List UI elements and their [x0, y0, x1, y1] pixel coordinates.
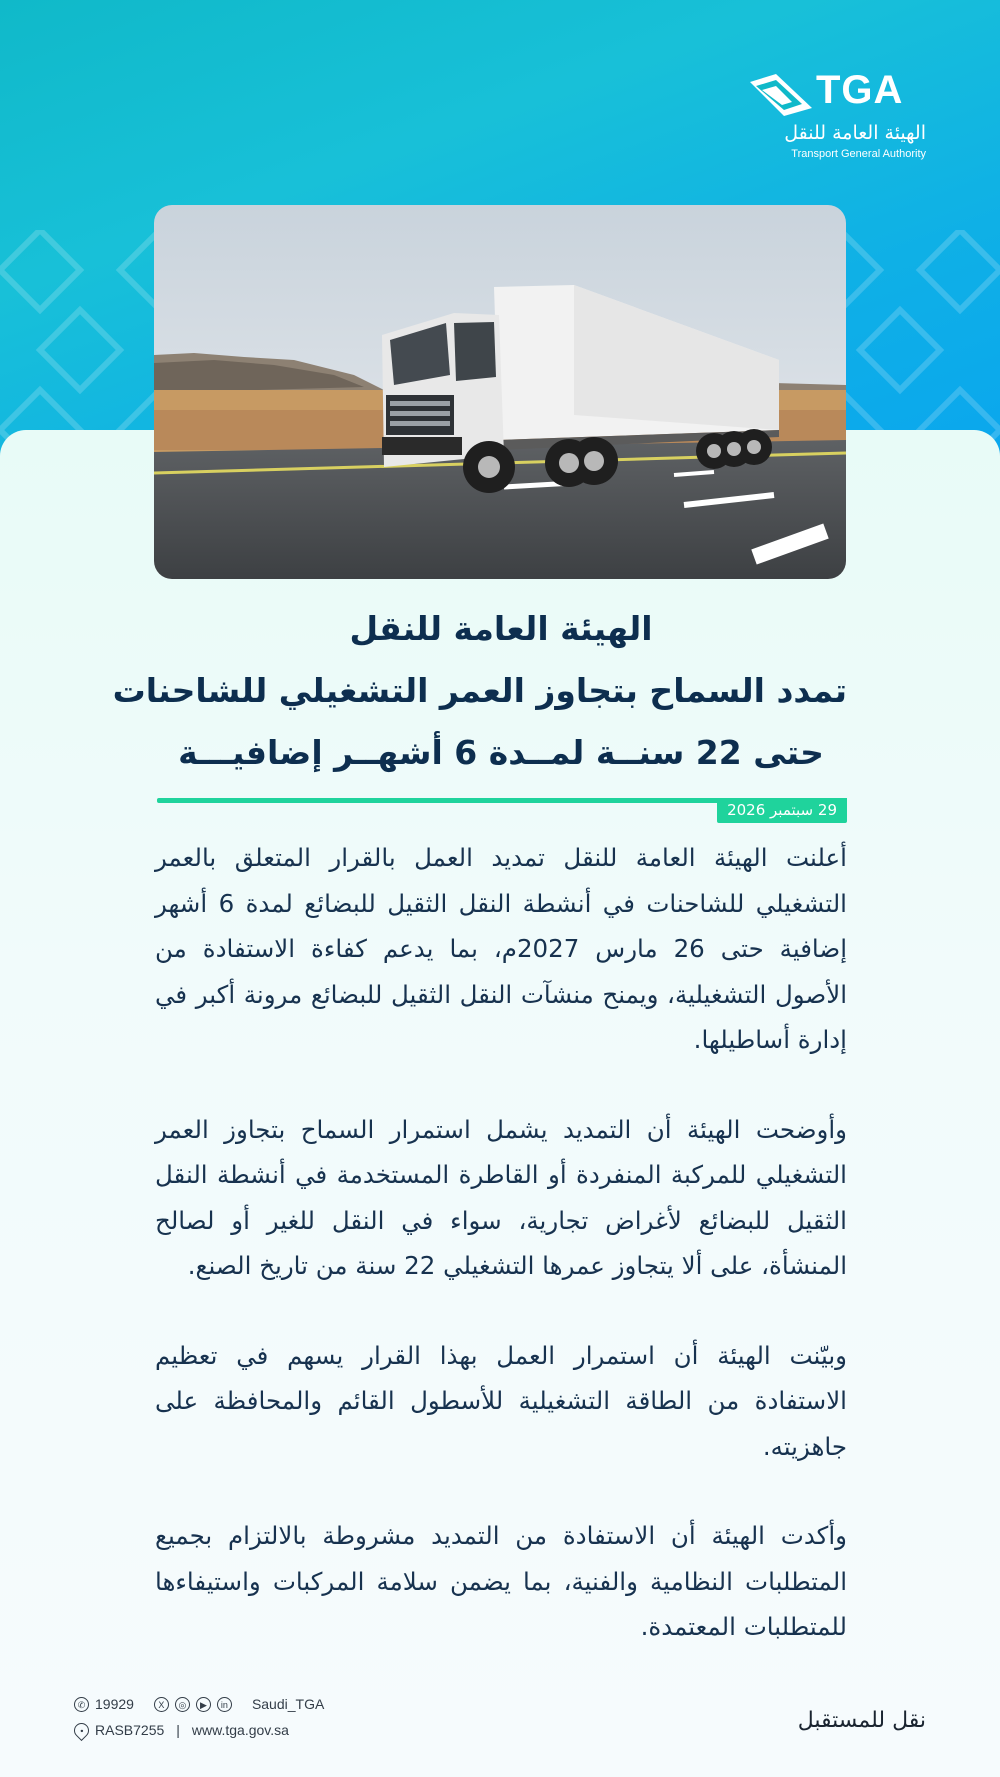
phone-icon: ✆: [74, 1697, 89, 1712]
headline-line-3: حتى 22 سنــة لمــدة 6 أشهــر إضافيـــة: [178, 733, 824, 772]
x-icon[interactable]: X: [154, 1697, 169, 1712]
logo-name-en: Transport General Authority: [791, 148, 926, 160]
location-pin-icon: •: [71, 1719, 92, 1740]
headline-line-1: الهيئة العامة للنقل: [349, 609, 653, 648]
paragraph: أعلنت الهيئة العامة للنقل تمديد العمل بالقرار المتعلق بالعمر التشغيلي للشاحنات في أنشطة النقل الثقيل للبضائع لمدة 6 أشهر إضافية حتى 26 مارس 2027م، بما يدعم كفاءة الاستفادة من الأصول التشغيلية، ويمنح منشآت النقل الثقيل للبضائع مرونة أكبر في إدارة أساطيلها.: [155, 843, 847, 1054]
article-body: [155, 835, 847, 1694]
headline-line-2: تمدد السماح بتجاوز العمر التشغيلي للشاحنات: [112, 671, 847, 710]
tga-logo-mark-icon: [746, 74, 816, 120]
website-link[interactable]: www.tga.gov.sa: [191, 1722, 289, 1738]
truck-photo-icon: [154, 205, 846, 579]
slogan: نقل للمستقبل: [797, 1708, 926, 1733]
paragraph: وأكدت الهيئة أن الاستفادة من التمديد مشروطة بالالتزام بجميع المتطلبات النظامية والفنية، بما يضمن سلامة المركبات واستيفاءها للمتطلبات المعتمدة.: [155, 1521, 847, 1641]
date-badge: 29 سبتمبر 2026: [717, 798, 847, 823]
instagram-icon[interactable]: ◎: [175, 1697, 190, 1712]
paragraph: وأوضحت الهيئة أن التمديد يشمل استمرار السماح بتجاوز العمر التشغيلي للمركبة المنفردة أو القاطرة المستخدمة في أنشطة النقل الثقيل للبضائع لأغراض تجارية، سواء في النقل للغير أو لصالح المنشأة، على ألا يتجاوز عمرها التشغيلي 22 سنة من تاريخ الصنع.: [155, 1114, 847, 1280]
footer-info-row: [74, 1722, 289, 1738]
phone-number[interactable]: 19929: [95, 1696, 134, 1712]
footer: [74, 1696, 926, 1746]
linkedin-icon[interactable]: in: [217, 1697, 232, 1712]
footer-contact-row: [74, 1696, 324, 1712]
footer-separator: |: [176, 1722, 180, 1738]
logo-name-ar: الهيئة العامة للنقل: [784, 122, 926, 144]
headline: [112, 598, 847, 784]
rasb-code: RASB7255: [95, 1722, 165, 1738]
youtube-icon[interactable]: ▶: [196, 1697, 211, 1712]
tga-logo[interactable]: [746, 70, 926, 166]
logo-abbr: TGA: [816, 68, 904, 112]
truck-photo: [154, 205, 846, 579]
social-handle[interactable]: Saudi_TGA: [251, 1696, 325, 1712]
paragraph: وبيّنت الهيئة أن استمرار العمل بهذا القرار يسهم في تعظيم الاستفادة من الطاقة التشغيلية للأسطول القائم والمحافظة على جاهزيته.: [155, 1340, 847, 1461]
